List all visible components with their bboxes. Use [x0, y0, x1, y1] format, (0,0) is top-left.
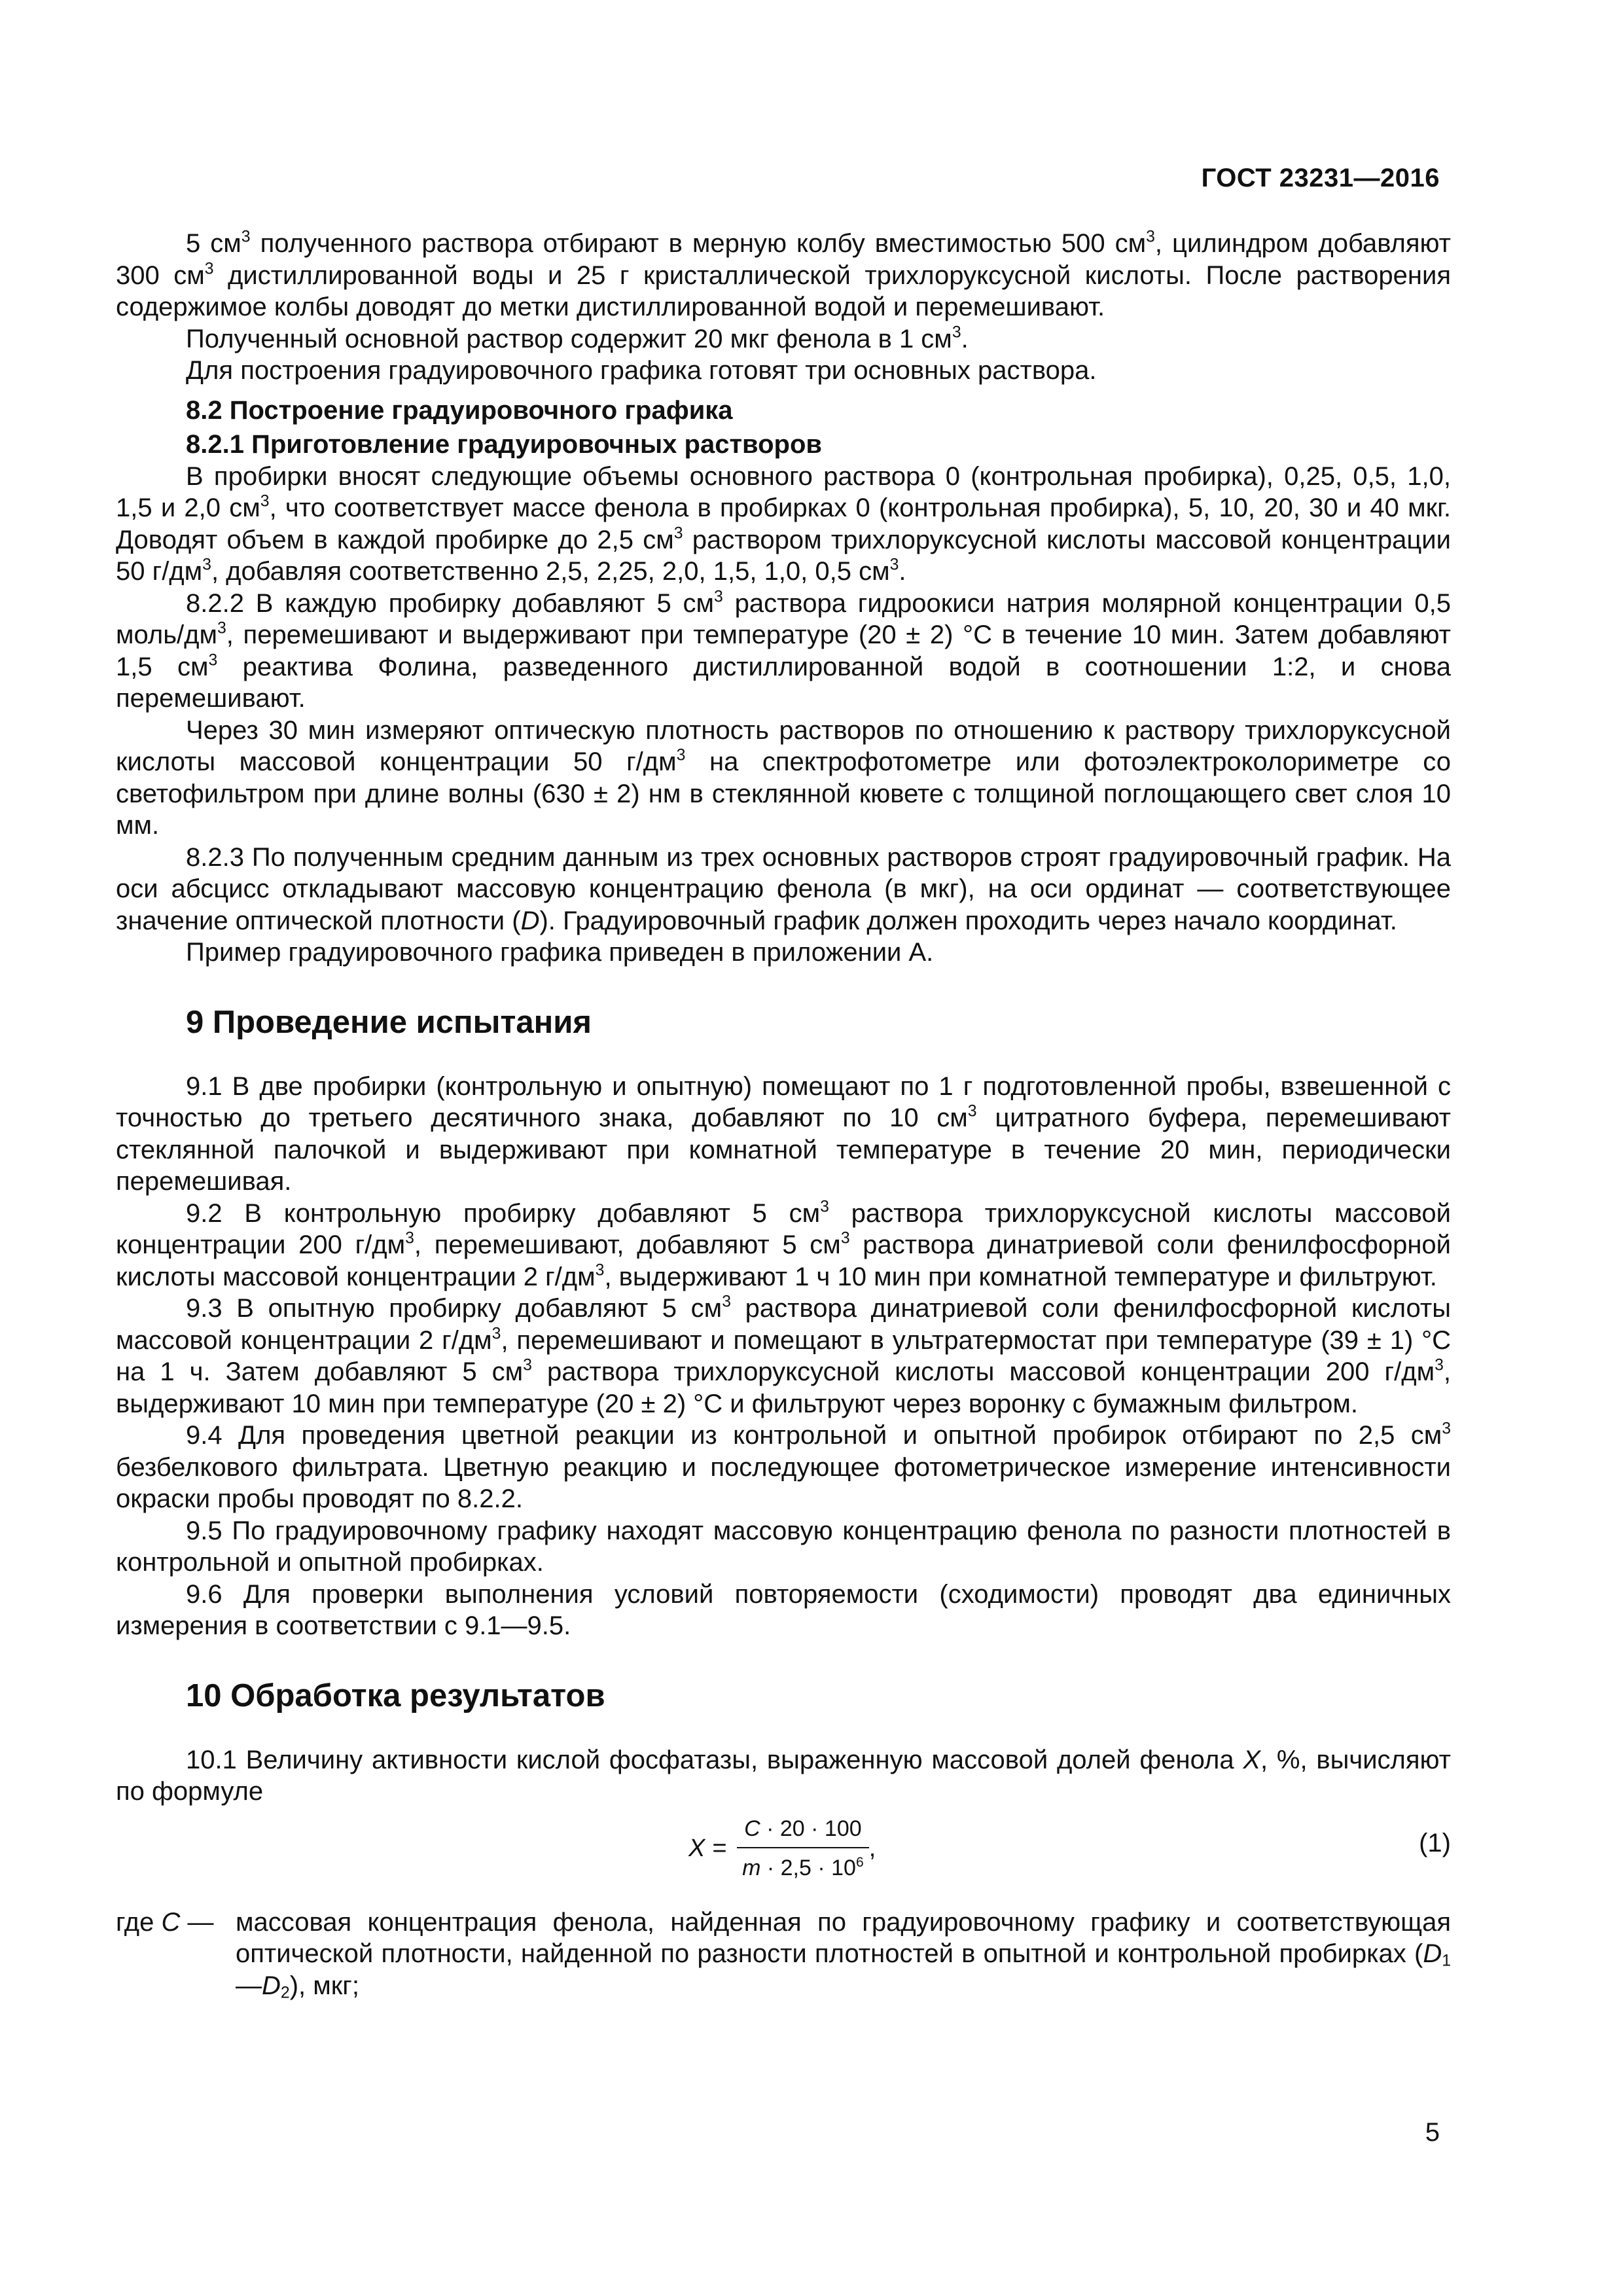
paragraph-9-2: 9.2 В контрольную пробирку добавляют 5 $см^3$ раствора трихлоруксусной кислоты массовой концентрации 200 $г/дм^3$, перемешивают, добавляют 5 $см^3$ раствора динатриевой соли фенилфосфорной кислоты массовой концентрации 2 $г/дм^3$, выдерживают 1 ч 10 мин при комнатной температуре и фильтруют. [116, 1198, 1452, 1291]
document-header: ГОСТ 23231—2016 [1201, 164, 1440, 192]
paragraph-9-5: 9.5 По градуировочному графику находят массовую концентрацию фенола по разности плотностей в контрольной и опытной пробирках. [116, 1516, 1451, 1577]
paragraph-8-2-3-example: Пример градуировочного графика приведен в приложении А. [186, 938, 934, 967]
section-9-title: 9 Проведение испытания [186, 1004, 592, 1040]
paragraph-9-6: 9.6 Для проверки выполнения условий повторяемости (сходимости) проводят два единичных измерения в соответствии с 9.1—9.5. [116, 1579, 1451, 1640]
formula-number: (1) [1419, 1828, 1451, 1857]
document-body [116, 228, 1451, 2001]
formula-fraction [737, 1813, 869, 1884]
formula-1 [688, 1813, 876, 1884]
paragraph-10-1: 10.1 Величину активности кислой фосфатазы, выраженную массовой долей фенола X, %, вычисляют по формуле [116, 1745, 1451, 1806]
paragraph-9-3: 9.3 В опытную пробирку добавляют 5 $см^3$ раствора динатриевой соли фенилфосфорной кислоты массовой концентрации 2 $г/дм^3$, перемешивают и помещают в ультратермостат при температуре (39 ± 1) °С на 1 ч. Затем добавляют 5 $см^3$ раствора трихлоруксусной кислоты массовой концентрации 200 $г/дм^3$, выдерживают 10 мин при температуре (20 ± 2) °С и фильтруют через воронку с бумажным фильтром. [116, 1293, 1452, 1418]
page-number: 5 [1425, 2118, 1440, 2147]
paragraph-8-2-1: В пробирки вносят следующие объемы основного раствора 0 (контрольная пробирка), 0,25, 0,5, 1,0, 1,5 и 2,0 $см^3$, что соответствует массе фенола в пробирках 0 (контрольная пробирка), 5, 10, 20, 30 и 40 мкг. Доводят объем в каждой пробирке до 2,5 $см^3$ раствором трихлоруксусной кислоты массовой концентрации 50 $г/дм^3$, добавляя соответственно 2,5, 2,25, 2,0, 1,5, 1,0, 0,5 $см^3$. [116, 461, 1451, 586]
paragraph-intro-1: 5 $см^3$ полученного раствора отбирают в мерную колбу вместимостью 500 $см^3$, цилиндром добавляют 300 $см^3$ дистиллированной воды и 25 г кристаллической трихлоруксусной кислоты. После растворения содержимое колбы доводят до метки дистиллированной водой и перемешивают. [116, 228, 1451, 321]
formula-tail: , [868, 1834, 876, 1862]
paragraph-intro-3: Для построения градуировочного графика готовят три основных раствора. [186, 356, 1097, 385]
paragraph-8-2-2-measure: Через 30 мин измеряют оптическую плотность растворов по отношению к раствору трихлоруксусной кислоты массовой концентрации 50 $г/дм^3$ на спектрофотометре или фотоэлектроколориметре со светофильтром при длине волны (630 ± 2) нм в стеклянной кювете с толщиной поглощающего свет слоя 10 мм. [116, 715, 1451, 840]
paragraph-9-4: 9.4 Для проведения цветной реакции из контрольной и опытной пробирок отбирают по 2,5 $см^3$ безбелкового фильтрата. Цветную реакцию и последующее фотометрическое измерение интенсивности окраски пробы проводят по 8.2.2. [116, 1420, 1451, 1513]
legend-term: где C — [116, 1907, 214, 1937]
section-10-title: 10 Обработка результатов [186, 1677, 605, 1713]
formula-legend [116, 1907, 1451, 2002]
formula-lhs: X = [688, 1834, 727, 1862]
paragraph-8-2-3: 8.2.3 По полученным средним данным из трех основных растворов строят градуировочный график. На оси абсцисс откладывают массовую концентрацию фенола (в мкг), на оси ординат — соответствующее значение оптической плотности (D). Градуировочный график должен проходить через начало координат. [116, 842, 1451, 935]
section-8-2-1-title: 8.2.1 Приготовление градуировочных растворов [186, 430, 823, 459]
paragraph-intro-2: Полученный основной раствор содержит 20 мкг фенола в 1 $см^3$. [186, 323, 969, 353]
formula-denominator: $m \cdot 2,5 \cdot 10^6$ [737, 1847, 869, 1884]
formula-numerator: C · 20 · 100 [744, 1816, 862, 1841]
legend-description: массовая концентрация фенола, найденная по градуировочному графику и соответствующая оптической плотности, найденной по разности плотностей в опытной и контрольной пробирках $(D_1—D_2)$, мкг; [236, 1907, 1451, 2001]
section-8-2-title: 8.2 Построение градуировочного графика [186, 395, 733, 425]
paragraph-8-2-2: 8.2.2 В каждую пробирку добавляют 5 $см^3$ раствора гидроокиси натрия молярной концентрации 0,5 моль/$дм^3$, перемешивают и выдерживают при температуре (20 ± 2) °С в течение 10 мин. Затем добавляют 1,5 $см^3$ реактива Фолина, разведенного дистиллированной водой в соотношении 1:2, и снова перемешивают. [116, 588, 1452, 713]
paragraph-9-1: 9.1 В две пробирки (контрольную и опытную) помещают по 1 г подготовленной пробы, взвешенной с точностью до третьего десятичного знака, добавляют по 10 $см^3$ цитратного буфера, перемешивают стеклянной палочкой и выдерживают при комнатной температуре в течение 20 мин, периодически перемешивая. [116, 1071, 1451, 1196]
formula-block [116, 1813, 1451, 1895]
